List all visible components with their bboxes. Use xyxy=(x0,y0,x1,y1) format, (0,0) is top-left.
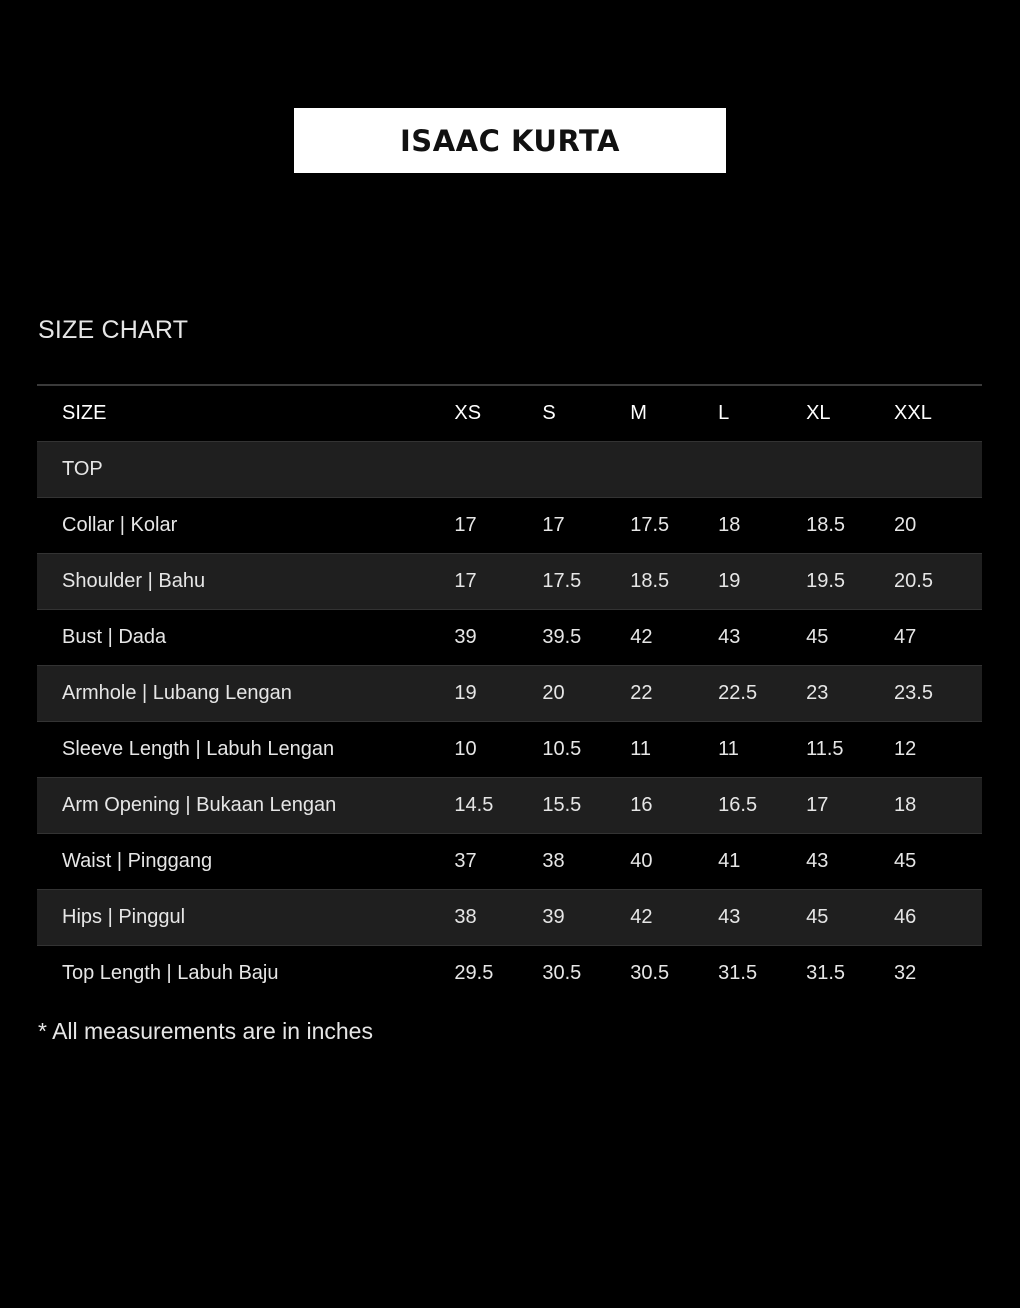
cell-value: 45 xyxy=(894,834,982,890)
size-chart-table xyxy=(37,384,982,1001)
row-label: Hips | Pinggul xyxy=(37,890,454,946)
cell-value: 39 xyxy=(454,610,542,666)
cell-value: 18 xyxy=(718,498,806,554)
cell-value: 38 xyxy=(454,890,542,946)
table-row xyxy=(37,666,982,722)
cell-value: 16 xyxy=(630,778,718,834)
cell-value: 11.5 xyxy=(806,722,894,778)
measurement-footnote: * All measurements are in inches xyxy=(38,1018,373,1044)
cell-value: 23.5 xyxy=(894,666,982,722)
cell-value: 30.5 xyxy=(542,962,582,984)
cell-value: 20 xyxy=(894,498,982,554)
cell-value: 45 xyxy=(806,610,894,666)
header-size-s: S xyxy=(542,385,630,442)
cell-value: 37 xyxy=(454,834,542,890)
row-label: Top Length | Labuh Baju xyxy=(62,962,279,984)
cell-value: 22 xyxy=(630,666,718,722)
cell-value: 11 xyxy=(718,722,806,778)
group-label-top: TOP xyxy=(37,442,454,498)
cell-value: 17 xyxy=(454,498,542,554)
cell-value: 20.5 xyxy=(894,554,982,610)
cell-value: 10.5 xyxy=(542,722,630,778)
product-title: ISAAC KURTA xyxy=(400,123,620,158)
cell-value: 14.5 xyxy=(454,778,542,834)
table-header-row xyxy=(37,385,982,442)
cell-value: 19.5 xyxy=(806,554,894,610)
cell-value: 20 xyxy=(542,666,630,722)
cell-value: 17 xyxy=(454,554,542,610)
table-group-row xyxy=(37,442,982,498)
table-row xyxy=(37,778,982,834)
row-label: Waist | Pinggang xyxy=(37,834,454,890)
cell-value: 18.5 xyxy=(630,554,718,610)
cell-value: 31.5 xyxy=(718,962,758,984)
header-size-xl: XL xyxy=(806,385,894,442)
header-size-xs: XS xyxy=(454,385,542,442)
cell-value: 32 xyxy=(894,962,917,984)
cell-value: 42 xyxy=(630,890,718,946)
cell-value: 41 xyxy=(718,834,806,890)
cell-value: 43 xyxy=(718,610,806,666)
row-label: Shoulder | Bahu xyxy=(37,554,454,610)
cell-value: 16.5 xyxy=(718,778,806,834)
row-label: Armhole | Lubang Lengan xyxy=(37,666,454,722)
table-row xyxy=(37,722,982,778)
cell-value: 11 xyxy=(630,722,718,778)
cell-value: 17 xyxy=(542,498,630,554)
header-size-xxl: XXL xyxy=(894,385,982,442)
cell-value: 31.5 xyxy=(806,962,846,984)
cell-value: 18.5 xyxy=(806,498,894,554)
cell-value: 43 xyxy=(806,834,894,890)
cell-value: 29.5 xyxy=(454,962,494,984)
cell-value: 40 xyxy=(630,834,718,890)
header-size-l: L xyxy=(718,385,806,442)
cell-value: 18 xyxy=(894,778,982,834)
cell-value: 22.5 xyxy=(718,666,806,722)
header-size-label: SIZE xyxy=(37,385,454,442)
cell-value: 39 xyxy=(542,890,630,946)
cell-value: 42 xyxy=(630,610,718,666)
row-label: Collar | Kolar xyxy=(37,498,454,554)
table-row xyxy=(37,498,982,554)
cell-value: 17.5 xyxy=(630,498,718,554)
cell-value: 45 xyxy=(806,890,894,946)
table-row xyxy=(37,554,982,610)
cell-value: 38 xyxy=(542,834,630,890)
size-chart-heading: SIZE CHART xyxy=(38,316,189,344)
row-label: Sleeve Length | Labuh Lengan xyxy=(37,722,454,778)
cell-value: 46 xyxy=(894,890,982,946)
cell-value: 23 xyxy=(806,666,894,722)
cell-value: 43 xyxy=(718,890,806,946)
table-row xyxy=(37,610,982,666)
row-label: Bust | Dada xyxy=(37,610,454,666)
cell-value: 30.5 xyxy=(630,962,670,984)
row-label: Arm Opening | Bukaan Lengan xyxy=(37,778,454,834)
cell-value: 17 xyxy=(806,778,894,834)
cell-value: 17.5 xyxy=(542,554,630,610)
cell-value: 19 xyxy=(718,554,806,610)
cell-value: 19 xyxy=(454,666,542,722)
cell-value: 39.5 xyxy=(542,610,630,666)
table-row xyxy=(37,890,982,946)
table-row xyxy=(37,834,982,890)
cell-value: 12 xyxy=(894,722,982,778)
product-title-box xyxy=(294,108,726,173)
cell-value: 10 xyxy=(454,722,542,778)
table-row xyxy=(37,946,982,1002)
cell-value: 15.5 xyxy=(542,778,630,834)
header-size-m: M xyxy=(630,385,718,442)
cell-value: 47 xyxy=(894,610,982,666)
